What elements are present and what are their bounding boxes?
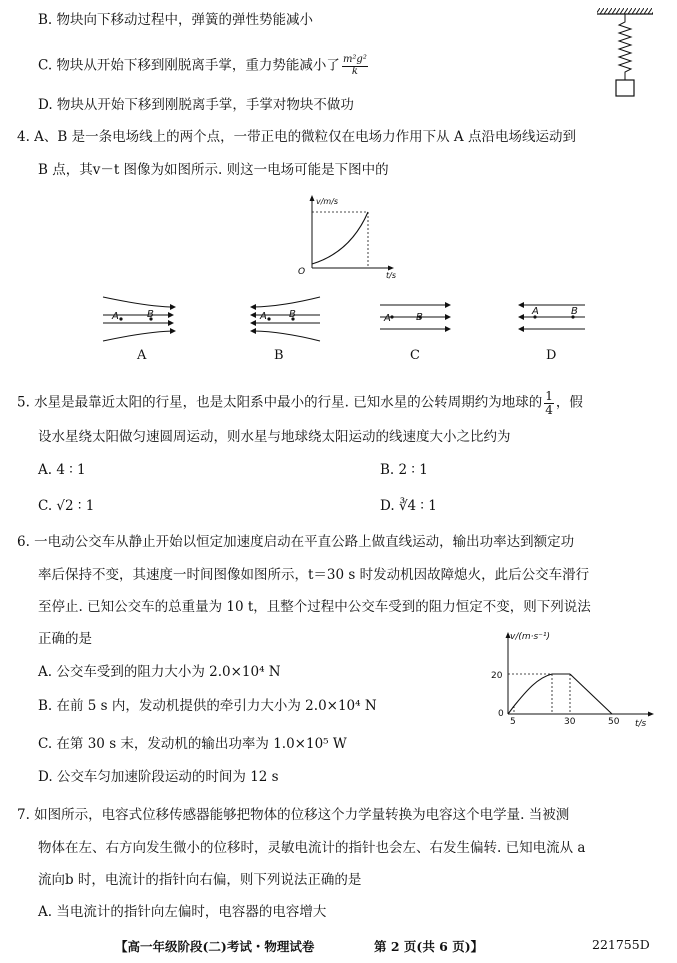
spring-coil [619, 14, 631, 80]
figure-a-point-a: A [112, 311, 119, 322]
q5-stem-text: 5. 水星是最靠近太阳的行星，也是太阳系中最小的行星. 已知水星的公转周期约为地球的 [17, 394, 543, 411]
q6-stem-line1: 6. 一电动公交车从静止开始以恒定加速度启动在平直公路上做直线运动，输出功率达到额定功 [17, 534, 575, 550]
q6-graph-y0: 0 [498, 709, 504, 719]
q6-curve-segment [514, 674, 552, 706]
q4-x-arrow [388, 266, 394, 271]
figure-label-c: C [410, 348, 420, 363]
q6-graph-y20: 20 [491, 671, 503, 681]
q4-vt-graph [290, 192, 410, 282]
q5-frac-den: 4 [545, 402, 553, 417]
q5-option-d: D. ∛4 ∶ 1 [380, 498, 437, 514]
q6-graph-ylabel: v/(m·s⁻¹) [510, 632, 551, 642]
q5-option-a: A. 4 ∶ 1 [38, 462, 86, 478]
q6-decel-segment [570, 674, 612, 714]
figure-d-point-b: B [571, 306, 578, 317]
q5-fraction [544, 390, 554, 416]
q5-stem-line2: 设水星绕太阳做匀速圆周运动，则水星与地球绕太阳运动的线速度大小之比约为 [38, 429, 511, 445]
q5-stem-line1 [17, 390, 583, 416]
spring-block-figure [592, 8, 662, 104]
figure-b [251, 297, 320, 341]
figure-a [103, 297, 175, 341]
ceiling-hatch [597, 8, 653, 14]
q4-stem-line2: B 点，其v－t 图像为如图所示. 则这一电场可能是下图中的 [38, 162, 389, 178]
q4-graph-origin: O [298, 267, 306, 277]
figure-b-point-b: B [289, 309, 296, 320]
q3-frac-num: m²g² [342, 54, 367, 65]
q6-option-c: C. 在第 30 s 末，发动机的输出功率为 1.0×10⁵ W [38, 736, 347, 752]
figure-label-b: B [274, 348, 284, 363]
q3-option-c-fraction [342, 55, 368, 77]
q5-option-b: B. 2 ∶ 1 [380, 462, 428, 478]
q6-graph-xlabel: t/s [635, 719, 647, 728]
q4-graph-ylabel: v/m/s [316, 197, 339, 206]
figure-label-d: D [546, 348, 557, 363]
q4-graph-xlabel: t/s [386, 271, 396, 280]
figure-label-a: A [137, 348, 147, 363]
q7-option-a: A. 当电流计的指针向左偏时，电容器的电容增大 [38, 904, 327, 920]
block [616, 80, 634, 96]
q3-option-c [38, 55, 368, 77]
q3-option-b: B. 物块向下移动过程中，弹簧的弹性势能减小 [38, 12, 314, 28]
figure-d [519, 305, 585, 329]
q6-x-arrow [648, 712, 654, 717]
q6-stem-line3: 至停止. 已知公交车的总重量为 10 t，且整个过程中公交车受到的阻力恒定不变，则下列说法 [38, 599, 591, 615]
q7-stem-line1: 7. 如图所示，电容式位移传感器能够把物体的位移这个力学量转换为电容这个电学量. 当被测 [17, 807, 570, 823]
q3-option-c-text: C. 物块从开始下移到刚脱离手掌，重力势能减小了 [38, 57, 340, 74]
footer-code: 221755D [592, 937, 650, 952]
q6-graph-x30: 30 [564, 717, 576, 727]
figure-b-point-a: A [260, 311, 267, 322]
figure-a-point-b: B [147, 309, 154, 320]
q5-stem-suffix: ，假 [555, 394, 583, 411]
q7-stem-line3: 流向b 时，电流计的指针向右偏，则下列说法正确的是 [38, 872, 362, 888]
figure-c [380, 305, 450, 329]
q6-vt-graph [490, 628, 670, 728]
q6-option-b: B. 在前 5 s 内，发动机提供的牵引力大小为 2.0×10⁴ N [38, 698, 377, 714]
q6-stem-line2: 率后保持不变，其速度一时间图像如图所示，t＝30 s 时发动机因故障熄火，此后公交车滑行 [38, 567, 590, 583]
q7-stem-line2: 物体在左、右方向发生微小的位移时，灵敏电流计的指针也会左、右发生偏转. 已知电流从 a [38, 840, 586, 856]
q6-graph-x50: 50 [608, 717, 620, 727]
q6-stem-line4: 正确的是 [38, 631, 92, 647]
q4-curve [312, 212, 368, 264]
q6-option-a: A. 公交车受到的阻力大小为 2.0×10⁴ N [38, 664, 281, 680]
q4-y-arrow [310, 195, 315, 201]
figure-c-point-b: B [416, 312, 423, 323]
q5-option-c: C. √2 ∶ 1 [38, 498, 95, 514]
footer-title: 【高一年级阶段(二)考试・物理试卷 [115, 939, 315, 954]
q6-graph-x5: 5 [510, 717, 516, 727]
q6-linear-segment [508, 706, 514, 714]
q4-stem-line1: 4. A、B 是一条电场线上的两个点，一带正电的微粒仅在电场力作用下从 A 点沿电场线运动到 [17, 129, 576, 145]
q3-option-d: D. 物块从开始下移到刚脱离手掌，手掌对物块不做功 [38, 97, 354, 113]
footer-page: 第 2 页(共 6 页)】 [374, 939, 484, 954]
q6-option-d: D. 公交车匀加速阶段运动的时间为 12 s [38, 769, 279, 785]
figure-c-point-a: A [384, 313, 391, 324]
figure-d-point-a: A [532, 306, 539, 317]
q5-frac-num: 1 [545, 389, 553, 403]
q3-frac-den: k [351, 65, 358, 77]
field-figures [95, 293, 585, 345]
